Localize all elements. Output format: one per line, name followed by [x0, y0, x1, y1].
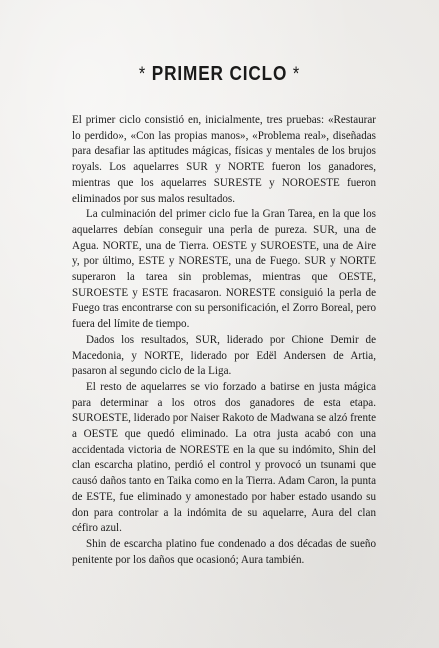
star-ornament-right: * [292, 64, 301, 85]
chapter-title-text: PRIMER CICLO [151, 63, 288, 85]
star-ornament-left: * [138, 64, 147, 85]
paragraph: La culminación del primer ciclo fue la Gran Tarea, en la que los aquelarres debían conseguir una perla de pureza. SUR, una de Agua. NORTE, una de Tierra. OESTE y SUROESTE, una de Aire y, por último, ESTE y NORESTE, una de Fuego. SUR y NORTE superaron la tarea sin problemas, mientras que OESTE, SUROESTE y ESTE fracasaron. NORESTE consiguió la perla de Fuego tras encontrarse con su personificación, el Zorro Boreal, pero fuera del límite de tiempo. [72, 208, 376, 331]
paragraph: Dados los resultados, SUR, liderado por Chione Demir de Macedonia, y NORTE, liderado por Edël Andersen de Artia, pasaron al segundo ciclo de la Liga. [72, 333, 376, 378]
paragraph: El primer ciclo consistió en, inicialmente, tres pruebas: «Restaurar lo perdido», «Con las propias manos», «Problema real», diseñadas para desafiar las aptitudes mágicas, físicas y mentales de los brujos royals. Los aquelarres SUR y NORTE fueron los ganadores, mientras que los aquelarres SURESTE y NOROESTE fueron eliminados por sus malos resultados. [72, 114, 376, 205]
chapter-title [31, 63, 409, 86]
chapter-body [72, 113, 376, 568]
paragraph: El resto de aquelarres se vio forzado a batirse en justa mágica para determinar a los otros dos ganadores de esta etapa. SUROESTE, liderado por Naiser Rakoto de Madwana se alzó frente a OESTE que quedó eliminado. La otra justa acabó con una accidentada victoria de NORESTE en la que su indómito, Shin del clan escarcha platino, perdió el control y provocó un tsunami que causó daños tanto en Taika como en la Tierra. Adam Caron, la punta de ESTE, fue eliminado y amonestado por haber estado usando su don para controlar a la indómita de su aquelarre, Aura del clan céfiro azul. [72, 380, 376, 535]
paragraph: Shin de escarcha platino fue condenado a dos décadas de sueño penitente por los daños que ocasionó; Aura también. [72, 537, 376, 566]
